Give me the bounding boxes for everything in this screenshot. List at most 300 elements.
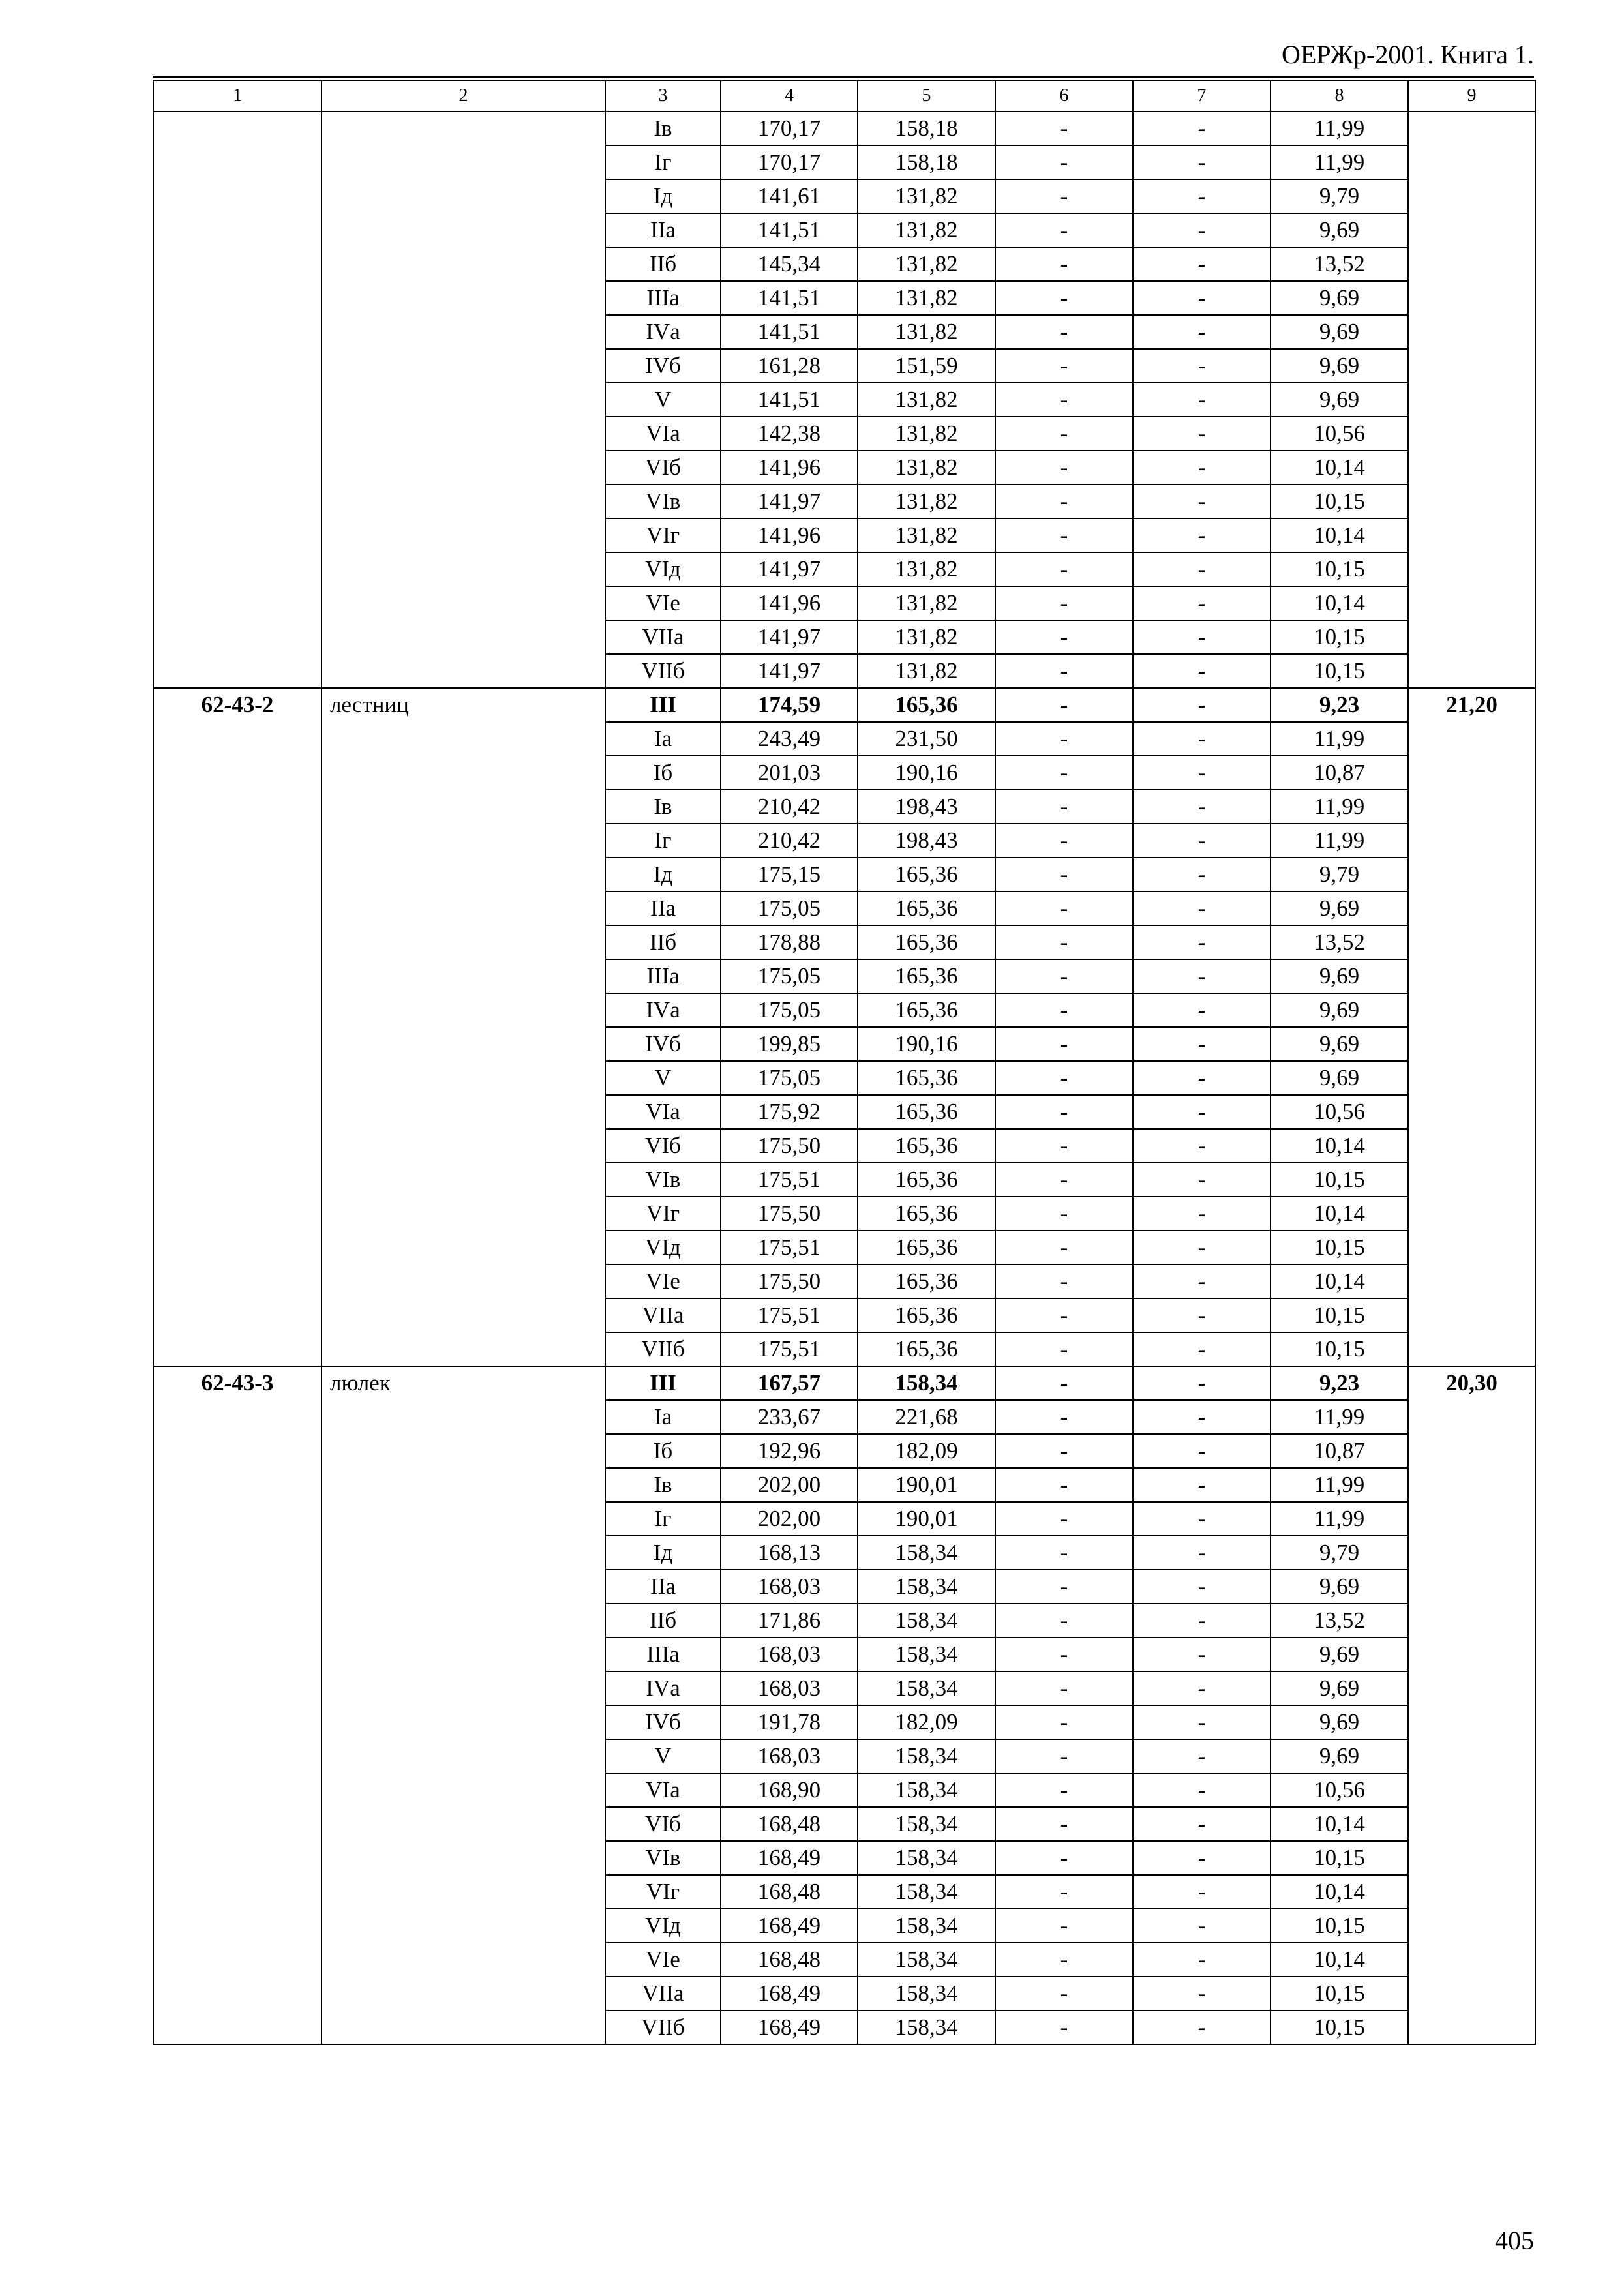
col6-cell: - xyxy=(995,1095,1133,1129)
total-cost-cell: 175,05 xyxy=(721,993,858,1027)
col8-cell: 9,69 xyxy=(1271,281,1408,315)
zone-cell: IVа xyxy=(605,315,721,349)
weight-cell xyxy=(1408,1264,1535,1298)
zone-cell: III xyxy=(605,688,721,722)
col6-cell: - xyxy=(995,485,1133,518)
resource-code-cell xyxy=(153,1604,322,1638)
materials-cost-cell: 165,36 xyxy=(858,925,995,959)
col6-cell: - xyxy=(995,1027,1133,1061)
total-cost-cell: 141,96 xyxy=(721,586,858,620)
zone-cell: VIа xyxy=(605,1095,721,1129)
zone-cell: VIб xyxy=(605,1807,721,1841)
weight-cell xyxy=(1408,790,1535,824)
col8-cell: 9,69 xyxy=(1271,383,1408,417)
table-row xyxy=(153,1705,1535,1739)
col7-cell: - xyxy=(1133,756,1271,790)
total-cost-cell: 170,17 xyxy=(721,145,858,179)
weight-cell xyxy=(1408,1638,1535,1671)
col8-cell: 9,79 xyxy=(1271,179,1408,213)
resource-name-cell xyxy=(322,1129,605,1163)
table-body xyxy=(153,80,1535,2044)
resource-code-cell xyxy=(153,1298,322,1332)
zone-cell: VIг xyxy=(605,1197,721,1231)
zone-cell: VIа xyxy=(605,1773,721,1807)
col6-cell: - xyxy=(995,1536,1133,1570)
col7-cell: - xyxy=(1133,654,1271,688)
materials-cost-cell: 165,36 xyxy=(858,993,995,1027)
col6-cell: - xyxy=(995,247,1133,281)
table-row xyxy=(153,1061,1535,1095)
resource-name-cell xyxy=(322,1604,605,1638)
col6-cell: - xyxy=(995,281,1133,315)
resource-code-cell xyxy=(153,1468,322,1502)
col7-cell: - xyxy=(1133,1638,1271,1671)
materials-cost-cell: 182,09 xyxy=(858,1705,995,1739)
total-cost-cell: 192,96 xyxy=(721,1434,858,1468)
resource-code-cell xyxy=(153,281,322,315)
col6-cell: - xyxy=(995,1264,1133,1298)
col7-cell: - xyxy=(1133,1604,1271,1638)
resource-name-cell xyxy=(322,824,605,858)
total-cost-cell: 168,48 xyxy=(721,1875,858,1909)
weight-cell xyxy=(1408,1943,1535,1977)
materials-cost-cell: 131,82 xyxy=(858,179,995,213)
table-row xyxy=(153,858,1535,891)
total-cost-cell: 178,88 xyxy=(721,925,858,959)
col8-cell: 11,99 xyxy=(1271,1400,1408,1434)
table-row xyxy=(153,112,1535,145)
resource-name-cell xyxy=(322,1875,605,1909)
zone-cell: VIб xyxy=(605,451,721,485)
materials-cost-cell: 165,36 xyxy=(858,1163,995,1197)
col8-cell: 10,14 xyxy=(1271,1197,1408,1231)
materials-cost-cell: 165,36 xyxy=(858,688,995,722)
zone-cell: VIд xyxy=(605,552,721,586)
col7-cell: - xyxy=(1133,959,1271,993)
total-cost-cell: 168,49 xyxy=(721,1909,858,1943)
zone-cell: VIIб xyxy=(605,1332,721,1366)
weight-cell xyxy=(1408,993,1535,1027)
resource-code-cell xyxy=(153,213,322,247)
resource-code-cell xyxy=(153,1400,322,1434)
table-row xyxy=(153,315,1535,349)
col6-cell: - xyxy=(995,620,1133,654)
weight-cell xyxy=(1408,925,1535,959)
col7-cell: - xyxy=(1133,281,1271,315)
col7-cell: - xyxy=(1133,722,1271,756)
col7-cell: - xyxy=(1133,1943,1271,1977)
col8-cell: 9,79 xyxy=(1271,1536,1408,1570)
total-cost-cell: 161,28 xyxy=(721,349,858,383)
zone-cell: IVа xyxy=(605,1671,721,1705)
table-row xyxy=(153,756,1535,790)
total-cost-cell: 168,48 xyxy=(721,1943,858,1977)
col7-cell: - xyxy=(1133,518,1271,552)
weight-cell xyxy=(1408,112,1535,145)
col8-cell: 11,99 xyxy=(1271,722,1408,756)
resource-name-cell xyxy=(322,925,605,959)
materials-cost-cell: 158,34 xyxy=(858,1875,995,1909)
weight-cell xyxy=(1408,1027,1535,1061)
zone-cell: IIа xyxy=(605,891,721,925)
zone-cell: IIб xyxy=(605,247,721,281)
weight-cell xyxy=(1408,518,1535,552)
zone-cell: VIв xyxy=(605,1163,721,1197)
col7-cell: - xyxy=(1133,1739,1271,1773)
zone-cell: VIе xyxy=(605,1264,721,1298)
resource-code-cell: 62-43-3 xyxy=(153,1366,322,1400)
table-row xyxy=(153,1943,1535,1977)
total-cost-cell: 175,05 xyxy=(721,891,858,925)
weight-cell xyxy=(1408,485,1535,518)
resource-code-cell xyxy=(153,1807,322,1841)
materials-cost-cell: 158,34 xyxy=(858,1536,995,1570)
col7-cell: - xyxy=(1133,383,1271,417)
table-row xyxy=(153,1163,1535,1197)
table-row xyxy=(153,1875,1535,1909)
col6-cell: - xyxy=(995,552,1133,586)
resource-code-cell xyxy=(153,112,322,145)
materials-cost-cell: 131,82 xyxy=(858,552,995,586)
total-cost-cell: 243,49 xyxy=(721,722,858,756)
materials-cost-cell: 131,82 xyxy=(858,485,995,518)
table-row xyxy=(153,1095,1535,1129)
resource-code-cell xyxy=(153,824,322,858)
col6-cell: - xyxy=(995,1400,1133,1434)
document-header xyxy=(153,34,1534,78)
weight-cell xyxy=(1408,891,1535,925)
resource-name-cell xyxy=(322,281,605,315)
col8-cell: 10,87 xyxy=(1271,756,1408,790)
col8-cell: 13,52 xyxy=(1271,1604,1408,1638)
resource-name-cell xyxy=(322,1231,605,1264)
table-row xyxy=(153,552,1535,586)
weight-cell xyxy=(1408,1841,1535,1875)
weight-cell xyxy=(1408,1807,1535,1841)
col8-cell: 10,56 xyxy=(1271,1773,1408,1807)
resource-name-cell xyxy=(322,112,605,145)
resource-name-cell xyxy=(322,349,605,383)
total-cost-cell: 168,03 xyxy=(721,1671,858,1705)
col6-cell: - xyxy=(995,824,1133,858)
weight-cell xyxy=(1408,1129,1535,1163)
col6-cell: - xyxy=(995,1977,1133,2011)
materials-cost-cell: 131,82 xyxy=(858,451,995,485)
col6-cell: - xyxy=(995,1943,1133,1977)
weight-cell xyxy=(1408,1332,1535,1366)
materials-cost-cell: 165,36 xyxy=(858,1129,995,1163)
weight-cell xyxy=(1408,858,1535,891)
materials-cost-cell: 165,36 xyxy=(858,1298,995,1332)
zone-cell: V xyxy=(605,383,721,417)
col8-cell: 10,14 xyxy=(1271,518,1408,552)
col6-cell: - xyxy=(995,1807,1133,1841)
col7-cell: - xyxy=(1133,1264,1271,1298)
col7-cell: - xyxy=(1133,620,1271,654)
resource-code-cell xyxy=(153,790,322,824)
resource-name-cell xyxy=(322,1502,605,1536)
resource-name-cell xyxy=(322,1298,605,1332)
materials-cost-cell: 158,34 xyxy=(858,1977,995,2011)
col8-cell: 10,15 xyxy=(1271,620,1408,654)
table-row xyxy=(153,790,1535,824)
materials-cost-cell: 165,36 xyxy=(858,1095,995,1129)
col7-cell: - xyxy=(1133,1366,1271,1400)
weight-cell xyxy=(1408,2011,1535,2044)
resource-name-cell xyxy=(322,383,605,417)
table-row xyxy=(153,2011,1535,2044)
col7-cell: - xyxy=(1133,1570,1271,1604)
table-row xyxy=(153,1502,1535,1536)
table-row xyxy=(153,688,1535,722)
resource-code-cell xyxy=(153,891,322,925)
zone-cell: VIIб xyxy=(605,654,721,688)
col6-cell: - xyxy=(995,1638,1133,1671)
total-cost-cell: 175,92 xyxy=(721,1095,858,1129)
col7-cell: - xyxy=(1133,925,1271,959)
col7-cell: - xyxy=(1133,1129,1271,1163)
col8-cell: 10,15 xyxy=(1271,1231,1408,1264)
table-row xyxy=(153,1332,1535,1366)
col6-cell: - xyxy=(995,1502,1133,1536)
col6-cell: - xyxy=(995,451,1133,485)
total-cost-cell: 175,50 xyxy=(721,1129,858,1163)
total-cost-cell: 141,51 xyxy=(721,315,858,349)
col6-cell: - xyxy=(995,586,1133,620)
col7-cell: - xyxy=(1133,1468,1271,1502)
col8-cell: 10,15 xyxy=(1271,552,1408,586)
weight-cell xyxy=(1408,1231,1535,1264)
resource-name-cell xyxy=(322,620,605,654)
table-row xyxy=(153,1468,1535,1502)
zone-cell: Iг xyxy=(605,824,721,858)
total-cost-cell: 141,96 xyxy=(721,451,858,485)
zone-cell: VIд xyxy=(605,1909,721,1943)
resource-code-cell xyxy=(153,1536,322,1570)
resource-code-cell xyxy=(153,485,322,518)
resource-code-cell: 62-43-2 xyxy=(153,688,322,722)
zone-cell: VIе xyxy=(605,586,721,620)
total-cost-cell: 167,57 xyxy=(721,1366,858,1400)
zone-cell: IVб xyxy=(605,1705,721,1739)
resource-name-cell xyxy=(322,485,605,518)
col7-cell: - xyxy=(1133,1705,1271,1739)
table-row xyxy=(153,722,1535,756)
resource-code-cell xyxy=(153,247,322,281)
total-cost-cell: 168,03 xyxy=(721,1638,858,1671)
col7-cell: - xyxy=(1133,1027,1271,1061)
materials-cost-cell: 131,82 xyxy=(858,417,995,451)
col7-cell: - xyxy=(1133,247,1271,281)
col7-cell: - xyxy=(1133,417,1271,451)
col7-cell: - xyxy=(1133,451,1271,485)
col7-cell: - xyxy=(1133,1061,1271,1095)
table-row xyxy=(153,179,1535,213)
col7-cell: - xyxy=(1133,1671,1271,1705)
weight-cell xyxy=(1408,1570,1535,1604)
materials-cost-cell: 158,34 xyxy=(858,2011,995,2044)
materials-cost-cell: 198,43 xyxy=(858,824,995,858)
zone-cell: VIд xyxy=(605,1231,721,1264)
materials-cost-cell: 165,36 xyxy=(858,1231,995,1264)
resource-code-cell xyxy=(153,552,322,586)
zone-cell: Iа xyxy=(605,722,721,756)
total-cost-cell: 175,05 xyxy=(721,1061,858,1095)
col8-cell: 9,69 xyxy=(1271,1061,1408,1095)
total-cost-cell: 141,97 xyxy=(721,485,858,518)
table-row xyxy=(153,1977,1535,2011)
resource-code-cell xyxy=(153,1129,322,1163)
resource-code-cell xyxy=(153,1264,322,1298)
col7-cell: - xyxy=(1133,552,1271,586)
col8-cell: 9,23 xyxy=(1271,1366,1408,1400)
col8-cell: 13,52 xyxy=(1271,247,1408,281)
zone-cell: IVб xyxy=(605,1027,721,1061)
weight-cell: 20,30 xyxy=(1408,1366,1535,1400)
resource-name-cell xyxy=(322,213,605,247)
col8-cell: 10,14 xyxy=(1271,1943,1408,1977)
total-cost-cell: 141,51 xyxy=(721,281,858,315)
resource-code-cell xyxy=(153,722,322,756)
total-cost-cell: 141,97 xyxy=(721,654,858,688)
materials-cost-cell: 131,82 xyxy=(858,383,995,417)
weight-cell xyxy=(1408,1739,1535,1773)
materials-cost-cell: 190,01 xyxy=(858,1468,995,1502)
col8-cell: 9,23 xyxy=(1271,688,1408,722)
total-cost-cell: 175,15 xyxy=(721,858,858,891)
col7-cell: - xyxy=(1133,1807,1271,1841)
zone-cell: IIа xyxy=(605,213,721,247)
col6-cell: - xyxy=(995,1231,1133,1264)
table-row xyxy=(153,1264,1535,1298)
table-row xyxy=(153,349,1535,383)
materials-cost-cell: 165,36 xyxy=(858,1197,995,1231)
resource-name-cell xyxy=(322,790,605,824)
resource-code-cell xyxy=(153,993,322,1027)
total-cost-cell: 141,51 xyxy=(721,383,858,417)
col6-cell: - xyxy=(995,213,1133,247)
col8-cell: 10,14 xyxy=(1271,1807,1408,1841)
col8-cell: 10,15 xyxy=(1271,1977,1408,2011)
weight-cell xyxy=(1408,1604,1535,1638)
col8-cell: 9,69 xyxy=(1271,1705,1408,1739)
document-title: ОЕРЖр-2001. Книга 1. xyxy=(1282,40,1534,69)
resource-name-cell xyxy=(322,1977,605,2011)
col6-cell: - xyxy=(995,1671,1133,1705)
total-cost-cell: 141,97 xyxy=(721,620,858,654)
materials-cost-cell: 165,36 xyxy=(858,959,995,993)
col6-cell: - xyxy=(995,2011,1133,2044)
total-cost-cell: 201,03 xyxy=(721,756,858,790)
resource-code-cell xyxy=(153,959,322,993)
resource-name-cell xyxy=(322,1468,605,1502)
col8-cell: 11,99 xyxy=(1271,824,1408,858)
col6-cell: - xyxy=(995,1366,1133,1400)
zone-cell: Iг xyxy=(605,145,721,179)
col8-cell: 10,15 xyxy=(1271,654,1408,688)
weight-cell xyxy=(1408,349,1535,383)
weight-cell xyxy=(1408,417,1535,451)
weight-cell xyxy=(1408,586,1535,620)
col7-cell: - xyxy=(1133,2011,1271,2044)
total-cost-cell: 168,13 xyxy=(721,1536,858,1570)
materials-cost-cell: 165,36 xyxy=(858,1264,995,1298)
col6-cell: - xyxy=(995,722,1133,756)
col7-cell: - xyxy=(1133,1298,1271,1332)
col7-cell: - xyxy=(1133,891,1271,925)
total-cost-cell: 171,86 xyxy=(721,1604,858,1638)
materials-cost-cell: 131,82 xyxy=(858,620,995,654)
resource-code-cell xyxy=(153,1197,322,1231)
weight-cell xyxy=(1408,1977,1535,2011)
zone-cell: IIб xyxy=(605,925,721,959)
weight-cell xyxy=(1408,1468,1535,1502)
materials-cost-cell: 158,34 xyxy=(858,1739,995,1773)
table-row xyxy=(153,1909,1535,1943)
table-row xyxy=(153,993,1535,1027)
col8-cell: 10,15 xyxy=(1271,485,1408,518)
weight-cell xyxy=(1408,756,1535,790)
col8-cell: 9,69 xyxy=(1271,315,1408,349)
zone-cell: IVа xyxy=(605,993,721,1027)
table-row xyxy=(153,1638,1535,1671)
col6-cell: - xyxy=(995,688,1133,722)
materials-cost-cell: 190,16 xyxy=(858,1027,995,1061)
col6-cell: - xyxy=(995,417,1133,451)
zone-cell: Iб xyxy=(605,756,721,790)
weight-cell xyxy=(1408,620,1535,654)
weight-cell xyxy=(1408,1298,1535,1332)
resource-code-cell xyxy=(153,1332,322,1366)
weight-cell xyxy=(1408,1061,1535,1095)
resource-code-cell xyxy=(153,349,322,383)
materials-cost-cell: 165,36 xyxy=(858,1061,995,1095)
column-number: 6 xyxy=(995,80,1133,112)
materials-cost-cell: 158,34 xyxy=(858,1807,995,1841)
col6-cell: - xyxy=(995,654,1133,688)
resource-name-cell xyxy=(322,145,605,179)
col6-cell: - xyxy=(995,1298,1133,1332)
weight-cell xyxy=(1408,247,1535,281)
materials-cost-cell: 158,18 xyxy=(858,112,995,145)
zone-cell: Iд xyxy=(605,1536,721,1570)
materials-cost-cell: 158,34 xyxy=(858,1366,995,1400)
col7-cell: - xyxy=(1133,993,1271,1027)
col8-cell: 10,15 xyxy=(1271,1163,1408,1197)
column-number: 3 xyxy=(605,80,721,112)
total-cost-cell: 210,42 xyxy=(721,790,858,824)
total-cost-cell: 168,49 xyxy=(721,1841,858,1875)
col7-cell: - xyxy=(1133,1875,1271,1909)
col6-cell: - xyxy=(995,1604,1133,1638)
zone-cell: IIIа xyxy=(605,281,721,315)
zone-cell: Iд xyxy=(605,858,721,891)
total-cost-cell: 170,17 xyxy=(721,112,858,145)
resource-name-cell xyxy=(322,993,605,1027)
col7-cell: - xyxy=(1133,1231,1271,1264)
col7-cell: - xyxy=(1133,1841,1271,1875)
materials-cost-cell: 131,82 xyxy=(858,281,995,315)
table-row xyxy=(153,1434,1535,1468)
table-row xyxy=(153,1197,1535,1231)
table-row xyxy=(153,1536,1535,1570)
col8-cell: 10,56 xyxy=(1271,417,1408,451)
resource-name-cell xyxy=(322,1536,605,1570)
total-cost-cell: 168,03 xyxy=(721,1739,858,1773)
total-cost-cell: 141,96 xyxy=(721,518,858,552)
zone-cell: IIIа xyxy=(605,1638,721,1671)
materials-cost-cell: 190,16 xyxy=(858,756,995,790)
